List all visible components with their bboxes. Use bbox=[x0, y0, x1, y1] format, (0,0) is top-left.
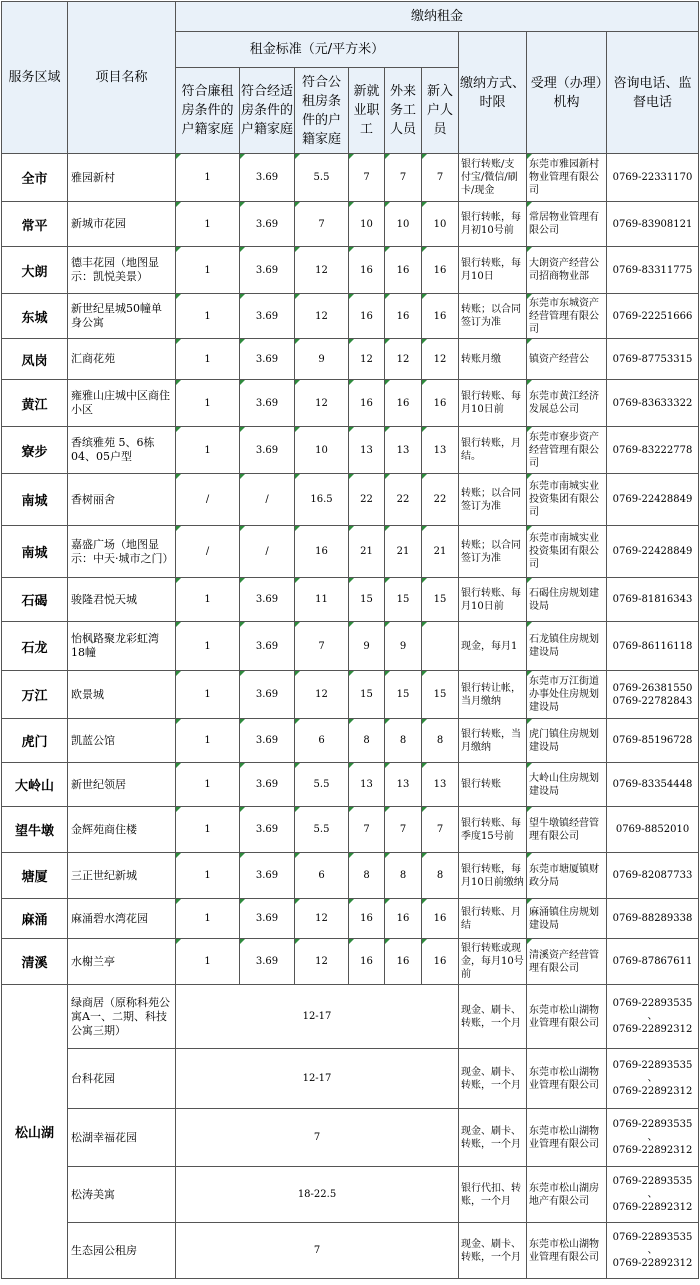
table-row bbox=[2, 154, 699, 202]
row-rate-3: 13 bbox=[349, 427, 385, 474]
row-project: 新世纪星城50幢单身公寓 bbox=[68, 294, 176, 339]
row-rate-2: 5.5 bbox=[295, 807, 349, 853]
row-payment: 银行转账/支付宝/微信/刷卡/现金 bbox=[459, 154, 527, 202]
row-rate-3: 16 bbox=[349, 939, 385, 985]
row-area: 凤岗 bbox=[2, 339, 68, 380]
row-project: 嘉盛广场（地图显示：中天·城市之门） bbox=[68, 526, 176, 578]
row-agency: 大朗资产经营公司招商物业部 bbox=[527, 247, 607, 294]
row-rate-2: 16.5 bbox=[295, 474, 349, 526]
row-rate-3: 22 bbox=[349, 474, 385, 526]
row-rate-5: 10 bbox=[422, 202, 459, 247]
row-rate-2: 6 bbox=[295, 853, 349, 899]
row-rate-0: 1 bbox=[176, 427, 240, 474]
row-agency: 东莞市松山湖物业管理有限公司 bbox=[527, 985, 607, 1049]
row-rate-4: 7 bbox=[385, 154, 422, 202]
row-payment: 银行转账，每月10日前缴纳 bbox=[459, 853, 527, 899]
row-rate-3: 15 bbox=[349, 671, 385, 719]
row-rate-5: 22 bbox=[422, 474, 459, 526]
row-area: 大岭山 bbox=[2, 763, 68, 807]
row-rate-1: 3.69 bbox=[240, 427, 295, 474]
row-rate-0: 1 bbox=[176, 339, 240, 380]
row-phone: 0769-82087733 bbox=[607, 853, 699, 899]
row-rate-4: 12 bbox=[385, 339, 422, 380]
row-payment: 银行转账、每月10日前 bbox=[459, 380, 527, 427]
row-phone: 0769-22331170 bbox=[607, 154, 699, 202]
table-row bbox=[2, 339, 699, 380]
table-row bbox=[2, 719, 699, 763]
row-rate-5: 21 bbox=[422, 526, 459, 578]
row-payment: 转账；以合同签订为准 bbox=[459, 294, 527, 339]
header-contact: 咨询电话、监督电话 bbox=[607, 32, 699, 154]
row-rate-1: 3.69 bbox=[240, 294, 295, 339]
row-rate-2: 5.5 bbox=[295, 154, 349, 202]
table-row bbox=[2, 622, 699, 671]
header-rent-group: 缴纳租金 bbox=[176, 2, 699, 32]
row-rate-0: 1 bbox=[176, 154, 240, 202]
row-phone: 0769-83222778 bbox=[607, 427, 699, 474]
row-rate-1: 3.69 bbox=[240, 719, 295, 763]
row-area: 望牛墩 bbox=[2, 807, 68, 853]
row-rate-5: 13 bbox=[422, 763, 459, 807]
row-rate-0: 1 bbox=[176, 578, 240, 622]
row-phone: 0769-83354448 bbox=[607, 763, 699, 807]
row-rate-merged: 7 bbox=[176, 1109, 459, 1167]
row-rate-3: 8 bbox=[349, 719, 385, 763]
row-rate-0: 1 bbox=[176, 671, 240, 719]
row-payment: 银行转账、每月10日前 bbox=[459, 578, 527, 622]
row-area: 东城 bbox=[2, 294, 68, 339]
header-area: 服务区域 bbox=[2, 2, 68, 154]
row-rate-0: 1 bbox=[176, 622, 240, 671]
row-rate-0: / bbox=[176, 474, 240, 526]
row-rate-3: 13 bbox=[349, 763, 385, 807]
row-rate-2: 12 bbox=[295, 899, 349, 939]
row-area: 石龙 bbox=[2, 622, 68, 671]
row-rate-5: 16 bbox=[422, 294, 459, 339]
row-rate-0: 1 bbox=[176, 853, 240, 899]
row-agency: 清溪资产经营管理有限公司 bbox=[527, 939, 607, 985]
row-rate-5: 13 bbox=[422, 427, 459, 474]
row-payment: 银行转账、月结 bbox=[459, 899, 527, 939]
header-standard: 租金标准（元/平方米） bbox=[176, 32, 459, 68]
row-rate-0: 1 bbox=[176, 247, 240, 294]
row-project: 香树丽舍 bbox=[68, 474, 176, 526]
table-row bbox=[2, 380, 699, 427]
row-rate-4: 10 bbox=[385, 202, 422, 247]
row-rate-2: 12 bbox=[295, 939, 349, 985]
table-row bbox=[2, 1223, 699, 1279]
table-row bbox=[2, 985, 699, 1049]
row-payment: 银行转帐，每月初10号前 bbox=[459, 202, 527, 247]
row-rate-3: 16 bbox=[349, 899, 385, 939]
row-payment: 银行转账，当月缴纳 bbox=[459, 719, 527, 763]
table-row bbox=[2, 807, 699, 853]
row-rate-4: 15 bbox=[385, 578, 422, 622]
row-rate-0: 1 bbox=[176, 294, 240, 339]
row-rate-1: 3.69 bbox=[240, 807, 295, 853]
row-project: 麻涌碧水湾花园 bbox=[68, 899, 176, 939]
table-row bbox=[2, 899, 699, 939]
row-rate-4: 16 bbox=[385, 294, 422, 339]
table-row bbox=[2, 294, 699, 339]
row-rate-3: 10 bbox=[349, 202, 385, 247]
row-rate-1: 3.69 bbox=[240, 763, 295, 807]
row-payment: 银行转账，月结。 bbox=[459, 427, 527, 474]
row-payment: 现金、刷卡、转账，一个月 bbox=[459, 1223, 527, 1279]
row-rate-2: 11 bbox=[295, 578, 349, 622]
row-rate-2: 7 bbox=[295, 622, 349, 671]
row-rate-5: 16 bbox=[422, 939, 459, 985]
row-area: 南城 bbox=[2, 474, 68, 526]
row-rate-2: 12 bbox=[295, 380, 349, 427]
row-phone: 0769-22251666 bbox=[607, 294, 699, 339]
row-area: 常平 bbox=[2, 202, 68, 247]
row-rate-3: 8 bbox=[349, 853, 385, 899]
row-phone: 0769-26381550 0769-22782843 bbox=[607, 671, 699, 719]
row-rate-5: 12 bbox=[422, 339, 459, 380]
row-rate-4: 8 bbox=[385, 719, 422, 763]
row-rate-1: 3.69 bbox=[240, 899, 295, 939]
row-phone: 0769-81816343 bbox=[607, 578, 699, 622]
row-rate-3: 7 bbox=[349, 807, 385, 853]
table-header bbox=[2, 2, 699, 154]
header-col-new-employee: 新就业职工 bbox=[349, 68, 385, 154]
row-rate-4: 16 bbox=[385, 247, 422, 294]
table-body bbox=[2, 154, 699, 1279]
row-area: 南城 bbox=[2, 526, 68, 578]
row-rate-1: 3.69 bbox=[240, 671, 295, 719]
row-agency: 东莞市松山湖房地产有限公司 bbox=[527, 1167, 607, 1223]
row-project: 雅园新村 bbox=[68, 154, 176, 202]
row-rate-1: 3.69 bbox=[240, 939, 295, 985]
row-phone: 0769-22893535 、 0769-22892312 bbox=[607, 1049, 699, 1109]
row-payment: 现金、刷卡、转账，一个月 bbox=[459, 1049, 527, 1109]
row-rate-1: 3.69 bbox=[240, 380, 295, 427]
table-row bbox=[2, 578, 699, 622]
table-row bbox=[2, 763, 699, 807]
row-phone: 0769-88289338 bbox=[607, 899, 699, 939]
row-rate-3: 7 bbox=[349, 154, 385, 202]
row-phone: 0769-22428849 bbox=[607, 526, 699, 578]
row-rate-1: 3.69 bbox=[240, 622, 295, 671]
row-area: 塘厦 bbox=[2, 853, 68, 899]
row-project: 怡枫路聚龙彩虹湾18幢 bbox=[68, 622, 176, 671]
row-rate-4: 13 bbox=[385, 763, 422, 807]
row-rate-4: 7 bbox=[385, 807, 422, 853]
row-agency: 石碣住房规划建设局 bbox=[527, 578, 607, 622]
row-rate-0: 1 bbox=[176, 763, 240, 807]
row-rate-1: / bbox=[240, 474, 295, 526]
row-rate-2: 5.5 bbox=[295, 763, 349, 807]
row-phone: 0769-85196728 bbox=[607, 719, 699, 763]
row-rate-0: 1 bbox=[176, 899, 240, 939]
header-payment: 缴纳方式、时限 bbox=[459, 32, 527, 154]
row-rate-1: 3.69 bbox=[240, 578, 295, 622]
row-rate-3: 16 bbox=[349, 294, 385, 339]
row-agency: 麻涌镇住房规划建设局 bbox=[527, 899, 607, 939]
row-payment: 银行转账，每月10日 bbox=[459, 247, 527, 294]
table-row bbox=[2, 853, 699, 899]
table-row bbox=[2, 247, 699, 294]
row-payment: 转账月缴 bbox=[459, 339, 527, 380]
row-agency: 东莞市雅园新村物业管理有限公司 bbox=[527, 154, 607, 202]
row-agency: 东莞市东城资产经营管理有限公司 bbox=[527, 294, 607, 339]
header-col-migrant: 外来务工人员 bbox=[385, 68, 422, 154]
row-payment: 现金、刷卡、转账，一个月 bbox=[459, 985, 527, 1049]
row-area: 寮步 bbox=[2, 427, 68, 474]
table-row bbox=[2, 474, 699, 526]
row-project: 水榭兰亭 bbox=[68, 939, 176, 985]
row-area: 石碣 bbox=[2, 578, 68, 622]
row-rate-3: 21 bbox=[349, 526, 385, 578]
row-agency: 东莞市南城实业投资集团有限公司 bbox=[527, 474, 607, 526]
row-rate-4: 22 bbox=[385, 474, 422, 526]
row-project: 新城市花园 bbox=[68, 202, 176, 247]
row-rate-2: 6 bbox=[295, 719, 349, 763]
row-rate-4: 9 bbox=[385, 622, 422, 671]
row-phone: 0769-83908121 bbox=[607, 202, 699, 247]
row-agency: 东莞市松山湖物业管理有限公司 bbox=[527, 1109, 607, 1167]
row-area-songshanhu: 松山湖 bbox=[2, 985, 68, 1279]
row-rate-0: 1 bbox=[176, 202, 240, 247]
row-rate-5: 15 bbox=[422, 671, 459, 719]
row-rate-3: 16 bbox=[349, 380, 385, 427]
row-payment: 转账；以合同签订为准 bbox=[459, 474, 527, 526]
row-project: 汇商花苑 bbox=[68, 339, 176, 380]
row-phone: 0769-86116118 bbox=[607, 622, 699, 671]
row-agency: 东莞市松山湖物业管理有限公司 bbox=[527, 1223, 607, 1279]
row-area: 万江 bbox=[2, 671, 68, 719]
row-rate-merged: 12-17 bbox=[176, 1049, 459, 1109]
table-row bbox=[2, 1167, 699, 1223]
row-rate-1: 3.69 bbox=[240, 202, 295, 247]
row-rate-4: 13 bbox=[385, 427, 422, 474]
row-rate-3: 15 bbox=[349, 578, 385, 622]
header-col-new-resident: 新入户人员 bbox=[422, 68, 459, 154]
row-rate-1: 3.69 bbox=[240, 339, 295, 380]
header-col-gongzu: 符合公租房条件的户籍家庭 bbox=[295, 68, 349, 154]
table-row bbox=[2, 1049, 699, 1109]
row-rate-merged: 7 bbox=[176, 1223, 459, 1279]
row-agency: 东莞市塘厦镇财政分局 bbox=[527, 853, 607, 899]
row-rate-5: 16 bbox=[422, 899, 459, 939]
row-rate-0: 1 bbox=[176, 939, 240, 985]
row-rate-merged: 18-22.5 bbox=[176, 1167, 459, 1223]
row-phone: 0769-87867611 bbox=[607, 939, 699, 985]
table-row bbox=[2, 427, 699, 474]
row-rate-2: 7 bbox=[295, 202, 349, 247]
row-phone: 0769-22893535 、 0769-22892312 bbox=[607, 1223, 699, 1279]
row-rate-4: 21 bbox=[385, 526, 422, 578]
row-rate-3: 16 bbox=[349, 247, 385, 294]
row-project: 金辉苑商住楼 bbox=[68, 807, 176, 853]
row-project: 凯蓝公馆 bbox=[68, 719, 176, 763]
row-project: 松涛美寓 bbox=[68, 1167, 176, 1223]
row-project: 松湖幸福花园 bbox=[68, 1109, 176, 1167]
row-project: 绿商居（原称科苑公寓A一、二期、科技公寓三期） bbox=[68, 985, 176, 1049]
row-project: 香缤雅苑 5、6栋04、05户型 bbox=[68, 427, 176, 474]
row-project: 雍雅山庄城中区商住小区 bbox=[68, 380, 176, 427]
row-agency: 东莞市黄江经济发展总公司 bbox=[527, 380, 607, 427]
row-rate-2: 16 bbox=[295, 526, 349, 578]
row-payment: 现金，每月1 bbox=[459, 622, 527, 671]
row-area: 麻涌 bbox=[2, 899, 68, 939]
row-rate-4: 16 bbox=[385, 899, 422, 939]
row-rate-2: 12 bbox=[295, 247, 349, 294]
row-project: 台科花园 bbox=[68, 1049, 176, 1109]
row-project: 生态园公租房 bbox=[68, 1223, 176, 1279]
header-col-lianzu: 符合廉租房条件的户籍家庭 bbox=[176, 68, 240, 154]
row-rate-0: / bbox=[176, 526, 240, 578]
table-row bbox=[2, 202, 699, 247]
row-payment: 银行转账 bbox=[459, 763, 527, 807]
row-rate-4: 15 bbox=[385, 671, 422, 719]
row-rate-2: 10 bbox=[295, 427, 349, 474]
row-rate-5: 15 bbox=[422, 578, 459, 622]
row-rate-3: 9 bbox=[349, 622, 385, 671]
row-phone: 0769-22428849 bbox=[607, 474, 699, 526]
row-phone: 0769-87753315 bbox=[607, 339, 699, 380]
row-phone: 0769-22893535 、 0769-22892312 bbox=[607, 1167, 699, 1223]
row-rate-2: 9 bbox=[295, 339, 349, 380]
table-row bbox=[2, 1109, 699, 1167]
row-payment: 转账；以合同签订为准 bbox=[459, 526, 527, 578]
row-agency: 东莞市南城实业投资集团有限公司 bbox=[527, 526, 607, 578]
row-area: 清溪 bbox=[2, 939, 68, 985]
table-row bbox=[2, 939, 699, 985]
row-rate-1: 3.69 bbox=[240, 853, 295, 899]
row-area: 全市 bbox=[2, 154, 68, 202]
row-agency: 大岭山住房规划建设局 bbox=[527, 763, 607, 807]
row-payment: 银行转让帐，当月缴纳 bbox=[459, 671, 527, 719]
row-area: 大朗 bbox=[2, 247, 68, 294]
row-phone: 0769-22893535 、 0769-22892312 bbox=[607, 1109, 699, 1167]
row-rate-0: 1 bbox=[176, 807, 240, 853]
row-rate-1: 3.69 bbox=[240, 247, 295, 294]
table-row bbox=[2, 671, 699, 719]
row-phone: 0769-22893535 、 0769-22892312 bbox=[607, 985, 699, 1049]
row-area: 虎门 bbox=[2, 719, 68, 763]
row-agency: 虎门镇住房规划建设局 bbox=[527, 719, 607, 763]
row-agency: 东莞市寮步资产经营管理有限公司 bbox=[527, 427, 607, 474]
row-project: 新世纪领居 bbox=[68, 763, 176, 807]
row-rate-2: 12 bbox=[295, 294, 349, 339]
header-project: 项目名称 bbox=[68, 2, 176, 154]
row-rate-5: 7 bbox=[422, 807, 459, 853]
row-rate-0: 1 bbox=[176, 380, 240, 427]
row-rate-5: 8 bbox=[422, 719, 459, 763]
row-rate-1: / bbox=[240, 526, 295, 578]
row-project: 德丰花园（地图显示：凯悦美景） bbox=[68, 247, 176, 294]
row-payment: 银行转账、每季度15号前 bbox=[459, 807, 527, 853]
row-rate-5: 16 bbox=[422, 247, 459, 294]
row-rate-4: 16 bbox=[385, 939, 422, 985]
row-rate-0: 1 bbox=[176, 719, 240, 763]
row-rate-1: 3.69 bbox=[240, 154, 295, 202]
row-rate-5 bbox=[422, 622, 459, 671]
row-agency: 石龙镇住房规划建设局 bbox=[527, 622, 607, 671]
row-project: 骏隆君悦天城 bbox=[68, 578, 176, 622]
row-rate-5: 8 bbox=[422, 853, 459, 899]
row-rate-2: 12 bbox=[295, 671, 349, 719]
rental-table bbox=[1, 1, 699, 1279]
row-payment: 银行转账或现金，每月10号前 bbox=[459, 939, 527, 985]
row-phone: 0769-83311775 bbox=[607, 247, 699, 294]
row-rate-4: 16 bbox=[385, 380, 422, 427]
row-rate-5: 7 bbox=[422, 154, 459, 202]
row-rate-5: 16 bbox=[422, 380, 459, 427]
row-agency: 东莞市松山湖物业管理有限公司 bbox=[527, 1049, 607, 1109]
header-agency: 受理（办理）机构 bbox=[527, 32, 607, 154]
row-agency: 望牛墩镇经营管理有限公司 bbox=[527, 807, 607, 853]
row-rate-merged: 12-17 bbox=[176, 985, 459, 1049]
table-row bbox=[2, 526, 699, 578]
row-rate-4: 8 bbox=[385, 853, 422, 899]
row-payment: 银行代扣、转账，一个月 bbox=[459, 1167, 527, 1223]
row-project: 欧景城 bbox=[68, 671, 176, 719]
header-col-jingshi: 符合经适房条件的户籍家庭 bbox=[240, 68, 295, 154]
row-phone: 0769-83633322 bbox=[607, 380, 699, 427]
row-agency: 镇资产经营公 bbox=[527, 339, 607, 380]
row-project: 三正世纪新城 bbox=[68, 853, 176, 899]
row-area: 黄江 bbox=[2, 380, 68, 427]
row-agency: 常居物业管理有限公司 bbox=[527, 202, 607, 247]
row-agency: 东莞市万江街道办事处住房规划建设局 bbox=[527, 671, 607, 719]
row-payment: 现金、刷卡、转账，一个月 bbox=[459, 1109, 527, 1167]
row-rate-3: 12 bbox=[349, 339, 385, 380]
row-phone: 0769-8852010 bbox=[607, 807, 699, 853]
